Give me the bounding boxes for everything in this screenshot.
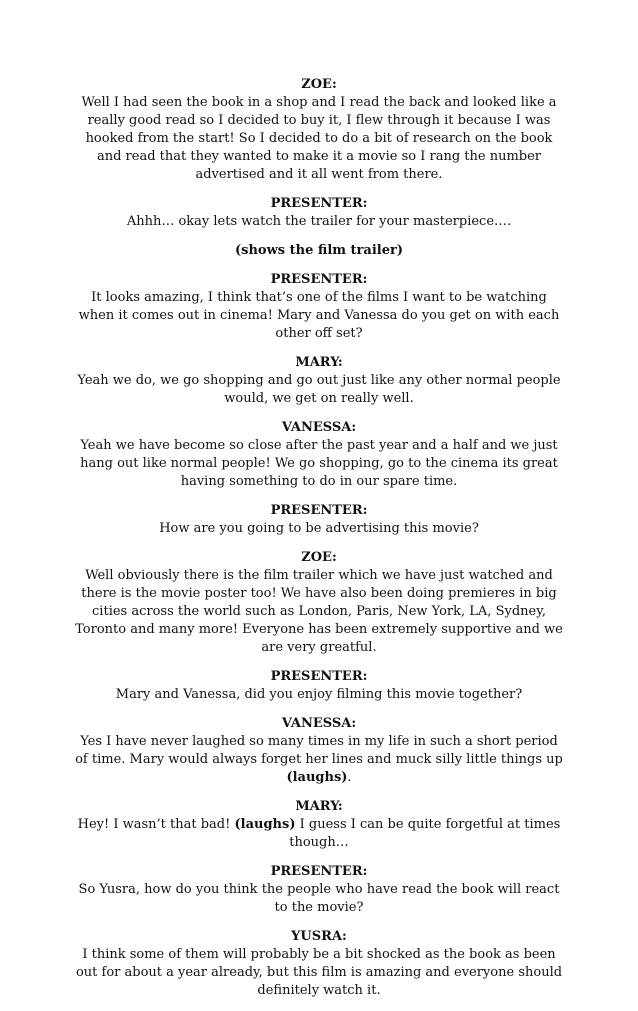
dialogue-text: Hey! I wasn’t that bad!	[77, 817, 235, 832]
dialogue-line	[74, 567, 564, 657]
inline-direction: (laughs)	[234, 817, 296, 832]
dialogue-text: Yeah we have become so close after the past year and a half and we just hang out like normal people! We go shopping, go to the cinema its great having something to do in our spare time.	[80, 438, 558, 489]
speaker-name: ZOE:	[301, 77, 337, 92]
dialogue-text: How are you going to be advertising this movie?	[159, 521, 479, 536]
stage-direction: (shows the film trailer)	[235, 243, 403, 258]
dialogue-block	[74, 195, 564, 231]
dialogue-text: .	[347, 770, 352, 785]
dialogue-text: Well I had seen the book in a shop and I read the back and looked like a really good read so I decided to buy it, I flew through it because I was hooked from the start! So I decided to do a bit of research on the book and read that they wanted to make it a movie so I rang the number advertised and it all went from there.	[81, 95, 557, 182]
speaker-name: MARY:	[295, 355, 343, 370]
dialogue-text: Mary and Vanessa, did you enjoy filming this movie together?	[115, 687, 523, 702]
dialogue-line	[74, 289, 564, 343]
dialogue-line	[74, 213, 564, 231]
dialogue-text: I think some of them will probably be a bit shocked as the book as been out for about a year already, but this film is amazing and everyone should definitely watch it.	[75, 947, 563, 998]
speaker-name: PRESENTER:	[270, 272, 368, 287]
dialogue-block	[74, 798, 564, 852]
dialogue-text: I guess I can be quite forgetful at times though…	[289, 817, 561, 850]
dialogue-line	[74, 946, 564, 1000]
speaker-name: PRESENTER:	[270, 864, 368, 879]
dialogue-block	[74, 354, 564, 408]
dialogue-line	[74, 372, 564, 408]
dialogue-block	[74, 76, 564, 184]
dialogue-block	[74, 419, 564, 491]
dialogue-block	[74, 715, 564, 787]
speaker-name: YUSRA:	[291, 929, 347, 944]
dialogue-text: Yeah we do, we go shopping and go out just like any other normal people would, we get on really well.	[77, 373, 561, 406]
speaker-name: VANESSA:	[281, 420, 357, 435]
speaker-name: PRESENTER:	[270, 503, 368, 518]
dialogue-line	[74, 437, 564, 491]
dialogue-line	[74, 881, 564, 917]
dialogue-line	[74, 94, 564, 184]
speaker-name: PRESENTER:	[270, 669, 368, 684]
dialogue-block	[74, 668, 564, 704]
speaker-name: MARY:	[295, 799, 343, 814]
dialogue-text: Ahhh… okay lets watch the trailer for your masterpiece….	[126, 214, 512, 229]
dialogue-block	[74, 502, 564, 538]
inline-direction: (laughs)	[286, 770, 348, 785]
dialogue-block	[74, 549, 564, 657]
speaker-name: VANESSA:	[281, 716, 357, 731]
dialogue-line	[74, 520, 564, 538]
dialogue-text: It looks amazing, I think that’s one of the films I want to be watching when it comes out in cinema! Mary and Vanessa do you get on with each other off set?	[78, 290, 560, 341]
dialogue-line	[74, 733, 564, 787]
script-page	[74, 76, 564, 1011]
dialogue-block	[74, 271, 564, 343]
dialogue-line	[74, 686, 564, 704]
dialogue-block	[74, 863, 564, 917]
dialogue-text: Yes I have never laughed so many times in my life in such a short period of time. Mary would always forget her lines and muck silly little things up	[75, 734, 563, 767]
dialogue-line	[74, 816, 564, 852]
speaker-name: ZOE:	[301, 550, 337, 565]
dialogue-text: So Yusra, how do you think the people who have read the book will react to the movie?	[78, 882, 560, 915]
dialogue-text: Well obviously there is the film trailer which we have just watched and there is the movie poster too! We have also been doing premieres in big cities across the world such as London, Paris, New York, LA, Sydney, Toronto and many more! Everyone has been extremely supportive and we are very greatful.	[75, 568, 563, 655]
speaker-name: PRESENTER:	[270, 196, 368, 211]
dialogue-block	[74, 928, 564, 1000]
stage-direction-block	[74, 242, 564, 260]
